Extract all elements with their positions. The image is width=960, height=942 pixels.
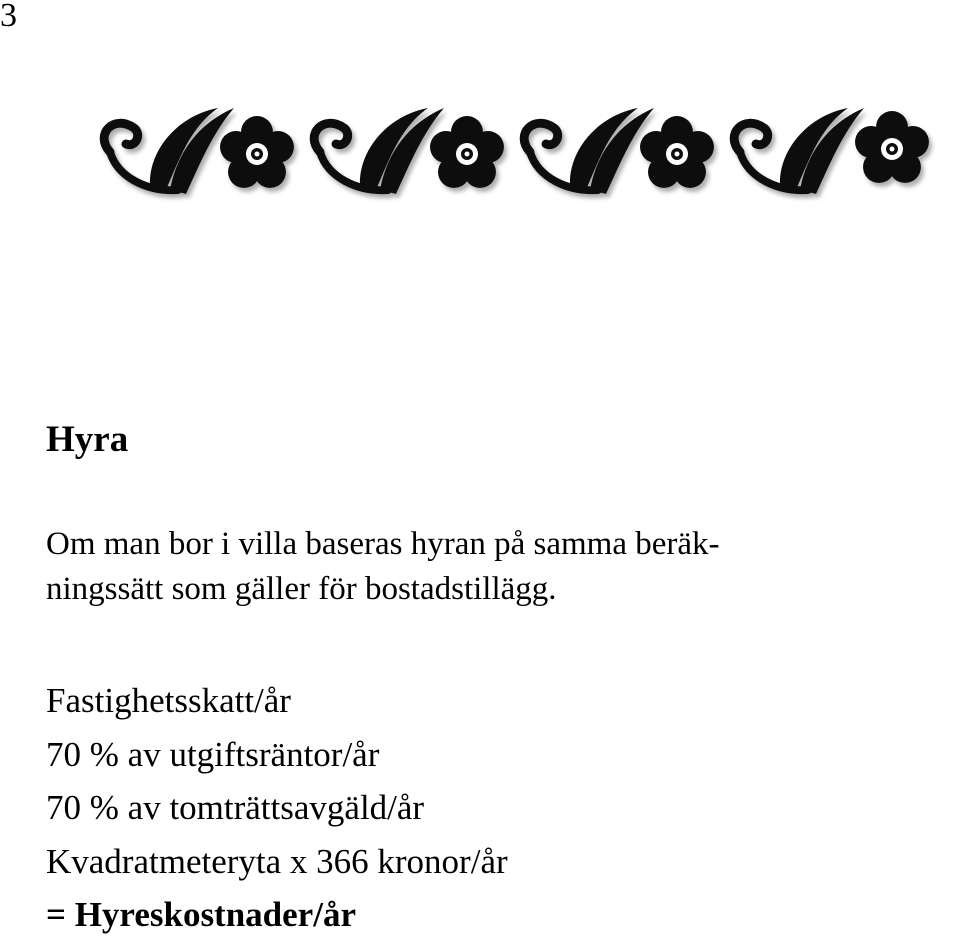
intro-paragraph [46, 522, 946, 612]
calc-result: = Hyreskostnader/år [46, 895, 356, 934]
intro-line-1: Om man bor i villa baseras hyran på samma beräk- [46, 526, 720, 562]
section-title: Hyra [46, 419, 129, 460]
page-number: 3 [0, 0, 17, 34]
rent-calculation-list [46, 674, 508, 942]
calc-item-area: Kvadratmeteryta x 366 kronor/år [46, 841, 508, 881]
intro-line-2: ningssätt som gäller för bostadstillägg. [46, 571, 557, 607]
calc-item-property-tax: Fastighetsskatt/år [46, 681, 291, 720]
calc-item-ground-rent: 70 % av tomträttsavgäld/år [46, 788, 425, 827]
swirl-flower-border-icon [92, 94, 942, 204]
calc-item-interest: 70 % av utgiftsräntor/år [46, 734, 380, 774]
